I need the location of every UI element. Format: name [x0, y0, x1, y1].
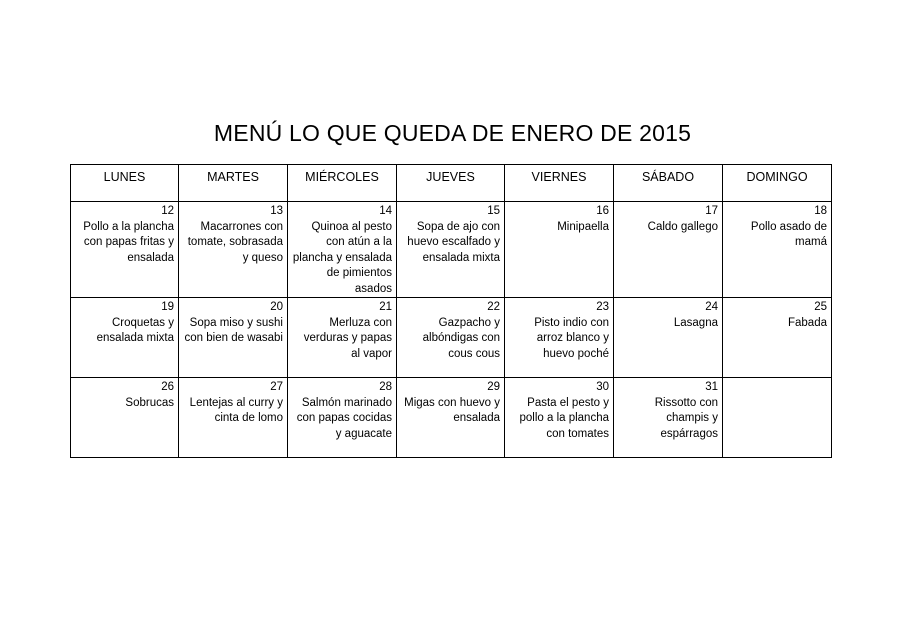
day-cell: [505, 378, 614, 458]
header-jueves: JUEVES: [397, 165, 505, 202]
day-cell: [614, 202, 723, 298]
day-number: 27: [270, 381, 283, 393]
day-number: 20: [270, 301, 283, 313]
dish-text: Croquetas y ensalada mixta: [96, 316, 174, 344]
day-number: 23: [596, 301, 609, 313]
day-cell: [288, 298, 397, 378]
day-cell: [397, 202, 505, 298]
header-martes: MARTES: [179, 165, 288, 202]
day-cell: [179, 298, 288, 378]
day-cell: [397, 298, 505, 378]
dish-text: Lentejas al curry y cinta de lomo: [189, 396, 283, 424]
dish-text: Pollo asado de mamá: [750, 220, 827, 248]
dish-text: Sobrucas: [125, 396, 174, 409]
dish-text: Pasta el pesto y pollo a la plancha con tomates: [519, 396, 609, 440]
dish-text: Gazpacho y albóndigas con cous cous: [422, 316, 500, 360]
dish-text: Sopa miso y sushi con bien de wasabi: [184, 316, 283, 344]
day-cell: [288, 202, 397, 298]
header-sabado: SÁBADO: [614, 165, 723, 202]
dish-text: Quinoa al pesto con atún a la plancha y ensalada de pimientos asados: [292, 220, 392, 295]
day-number: 29: [487, 381, 500, 393]
day-number: 26: [161, 381, 174, 393]
header-viernes: VIERNES: [505, 165, 614, 202]
day-cell: [179, 202, 288, 298]
day-cell: [71, 202, 179, 298]
dish-text: Merluza con verduras y papas al vapor: [303, 316, 392, 360]
dish-text: Caldo gallego: [647, 220, 718, 233]
day-number: 30: [596, 381, 609, 393]
day-cell: [723, 202, 832, 298]
day-number: 21: [379, 301, 392, 313]
dish-text: Sopa de ajo con huevo escalfado y ensalada mixta: [407, 220, 500, 264]
day-cell: [71, 378, 179, 458]
day-number: 14: [379, 205, 392, 217]
day-cell: [505, 298, 614, 378]
day-number: 15: [487, 205, 500, 217]
day-cell-empty: [723, 378, 832, 458]
dish-text: Rissotto con champis y espárragos: [654, 396, 718, 440]
day-cell: [614, 298, 723, 378]
dish-text: Migas con huevo y ensalada: [404, 396, 500, 424]
day-number: 25: [814, 301, 827, 313]
day-number: 13: [270, 205, 283, 217]
day-cell: [505, 202, 614, 298]
day-number: 18: [814, 205, 827, 217]
day-cell: [71, 298, 179, 378]
dish-text: Salmón marinado con papas cocidas y aguacate: [296, 396, 392, 440]
week-row: [71, 378, 832, 458]
day-number: 16: [596, 205, 609, 217]
day-number: 22: [487, 301, 500, 313]
day-number: 31: [705, 381, 718, 393]
day-cell: [288, 378, 397, 458]
day-cell: [723, 298, 832, 378]
header-row: [71, 165, 832, 202]
dish-text: Lasagna: [673, 316, 718, 329]
dish-text: Pollo a la plancha con papas fritas y ensalada: [83, 220, 174, 264]
header-lunes: LUNES: [71, 165, 179, 202]
day-cell: [179, 378, 288, 458]
menu-calendar-table: [70, 164, 832, 458]
day-number: 19: [161, 301, 174, 313]
dish-text: Pisto indio con arroz blanco y huevo poché: [534, 316, 609, 360]
day-number: 12: [161, 205, 174, 217]
dish-text: Minipaella: [557, 220, 609, 233]
header-miercoles: MIÉRCOLES: [288, 165, 397, 202]
dish-text: Macarrones con tomate, sobrasada y queso: [187, 220, 283, 264]
day-number: 28: [379, 381, 392, 393]
day-cell: [614, 378, 723, 458]
page-title: MENÚ LO QUE QUEDA DE ENERO DE 2015: [213, 120, 692, 146]
week-row: [71, 298, 832, 378]
day-number: 17: [705, 205, 718, 217]
day-cell: [397, 378, 505, 458]
header-domingo: DOMINGO: [723, 165, 832, 202]
week-row: [71, 202, 832, 298]
day-number: 24: [705, 301, 718, 313]
dish-text: Fabada: [787, 316, 827, 329]
